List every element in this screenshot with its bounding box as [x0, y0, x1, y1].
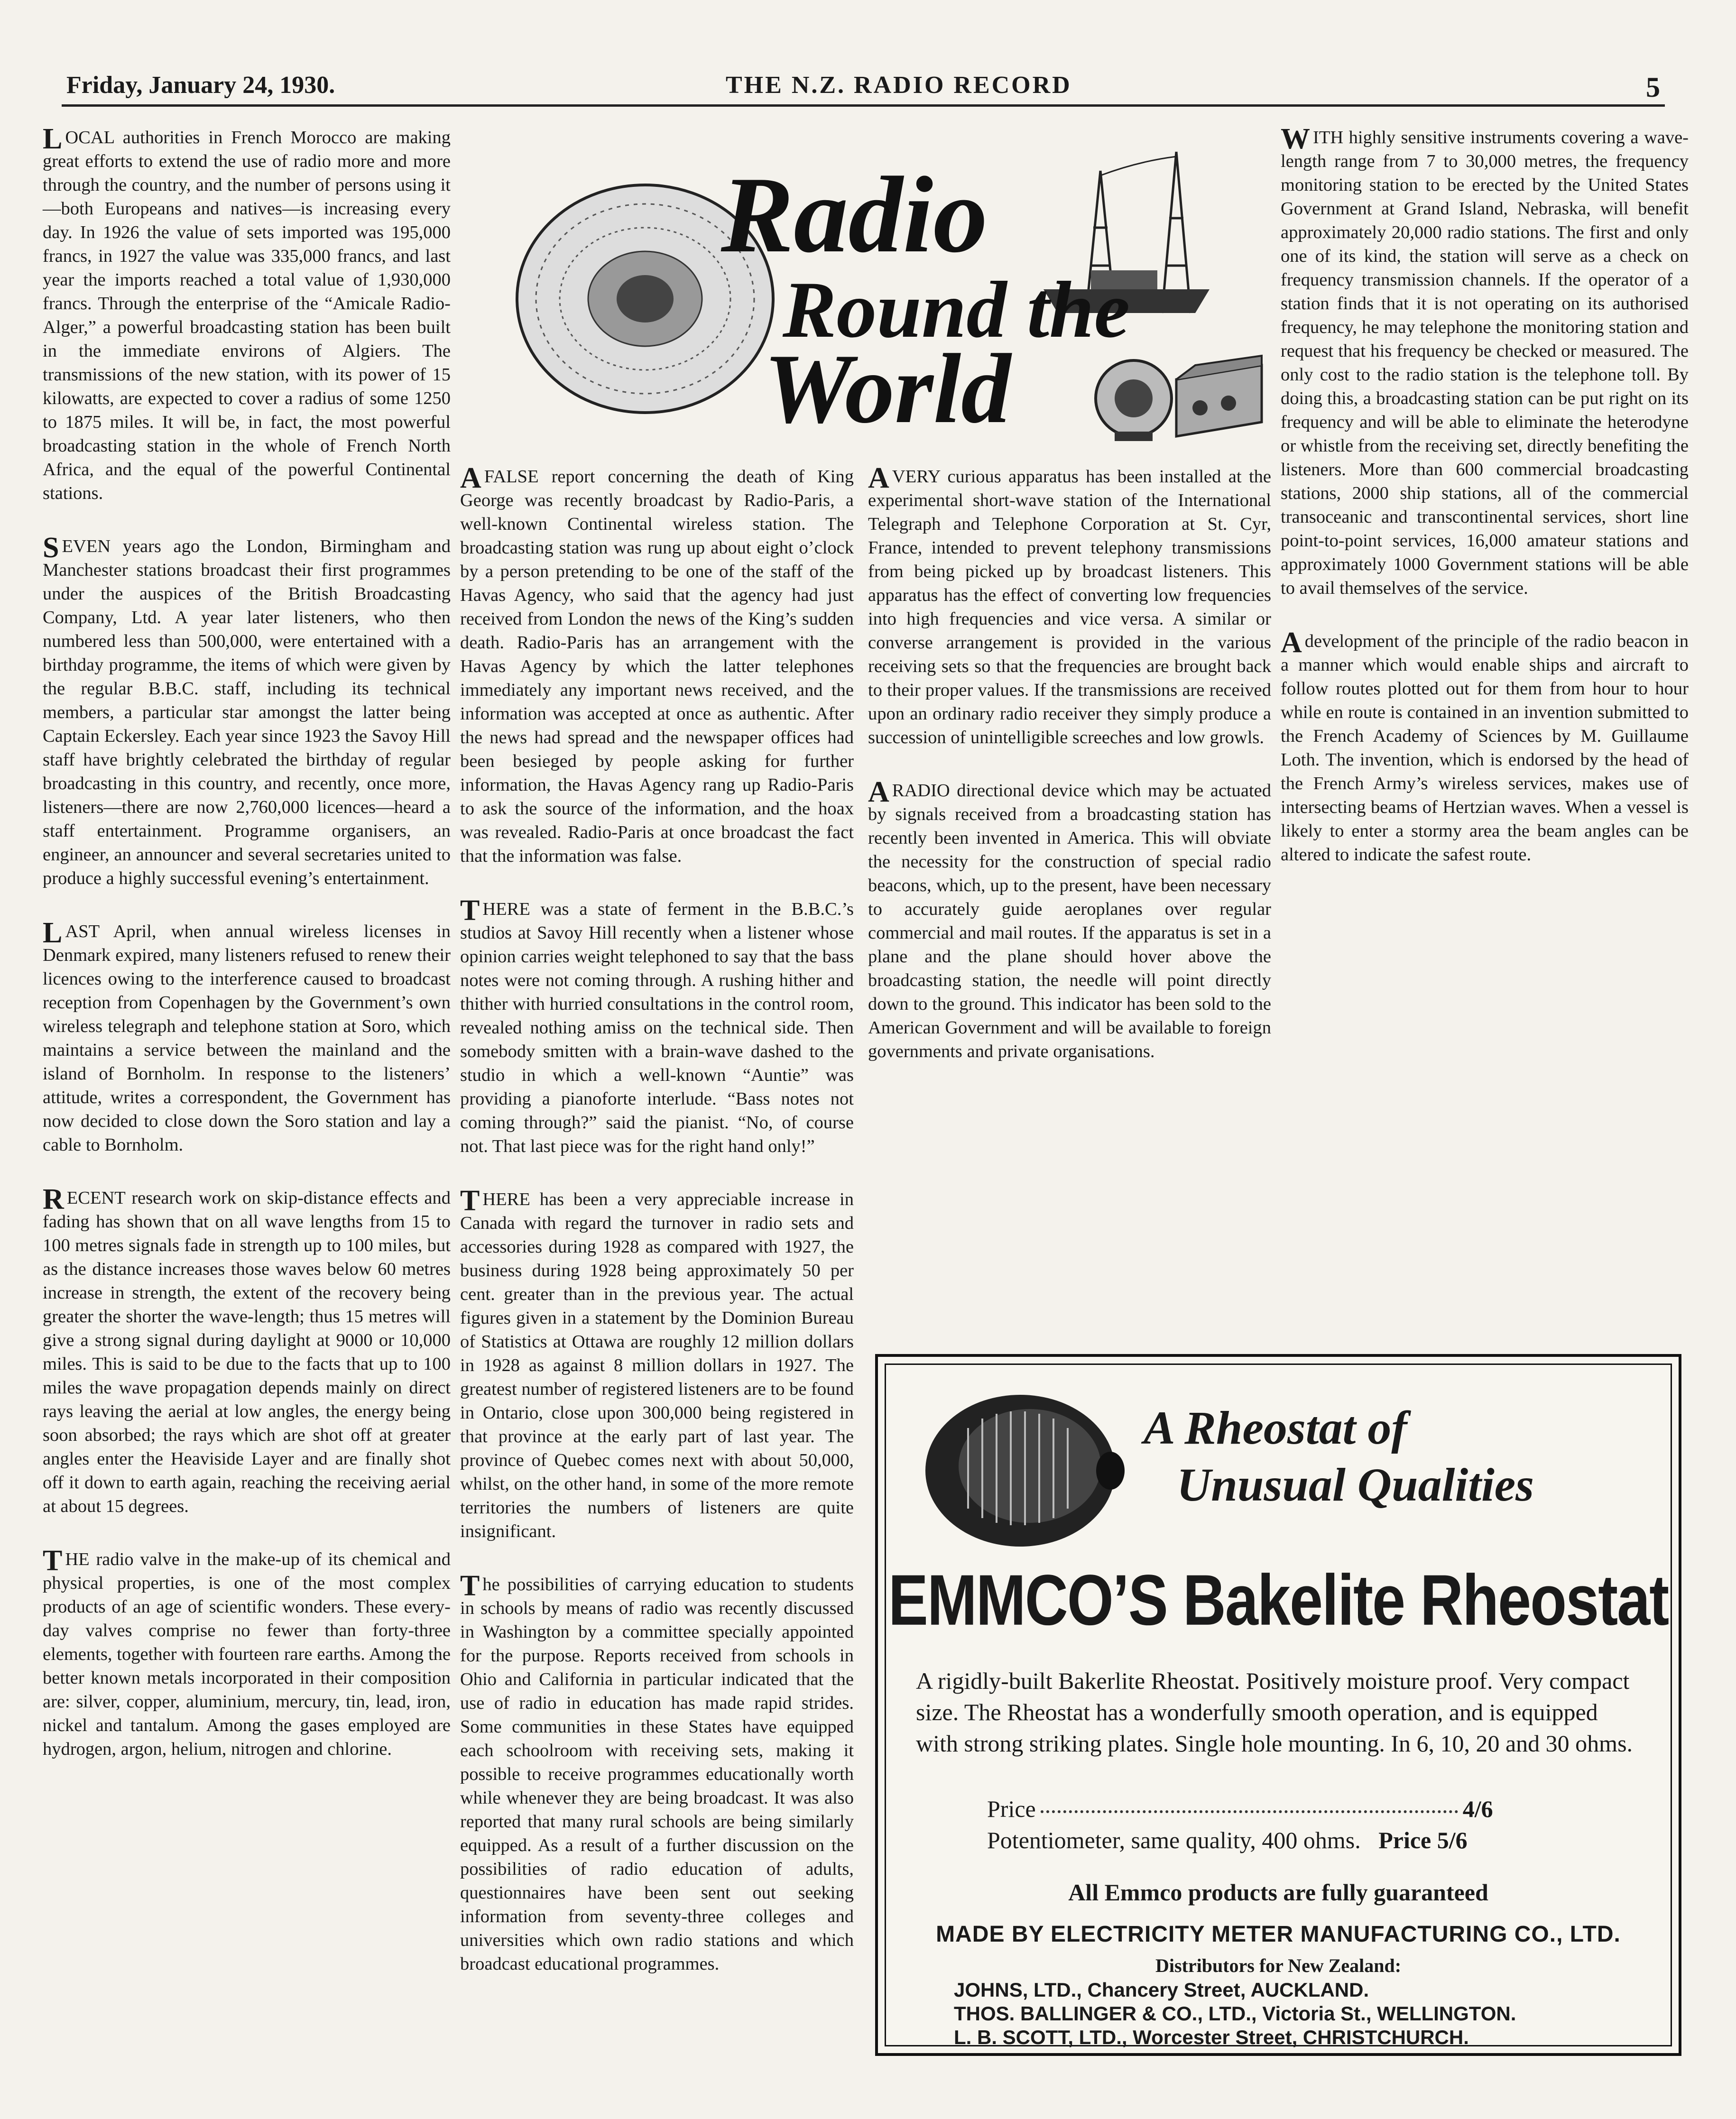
- dropcap: W: [1281, 123, 1310, 155]
- ad-manufacturer: MADE BY ELECTRICITY METER MANUFACTURING CO., LTD.: [936, 1922, 1621, 1947]
- ad-tagline-line-2: Unusual Qualities: [1177, 1458, 1534, 1511]
- article-text: OCAL authorities in French Morocco are making great efforts to extend the use of radio more and more through the country, and the number of persons using it—both Europeans and natives—is increasing every day. In 1926 the value of sets imported was 195,000 francs, in 1927 the value was 335,000 francs, and last year the imports reached a total value of 1,930,000 francs. Through the enterprise of the “Amicale Radio-Alger,” a powerful broadcasting station has been built in the immediate environs of Algiers. The transmissions of the new station, with its power of 15 kilowatts, are expected to cover a radius of some 1250 to 1875 miles. It will be, in fact, the most powerful broadcasting station in the whole of French North Africa, and the equal of the powerful Continental stations.: [43, 128, 451, 503]
- price-leader-dots: [1041, 1810, 1458, 1813]
- ad-distributors-title: Distributors for New Zealand:: [1155, 1955, 1402, 1976]
- dropcap: T: [460, 894, 480, 927]
- dropcap: T: [460, 1185, 480, 1217]
- dropcap: A: [868, 462, 889, 494]
- article-denmark: [43, 917, 451, 1157]
- article-canada: [460, 1185, 854, 1543]
- page-header: [62, 66, 1665, 107]
- ad-tagline-line-1: A Rheostat of: [1144, 1401, 1407, 1454]
- issue-date: Friday, January 24, 1930.: [66, 72, 335, 99]
- article-morocco: [43, 123, 451, 505]
- potentiometer-price: Price 5/6: [1378, 1827, 1468, 1853]
- article-text: VERY curious apparatus has been installed at the experimental short-wave station of the International Telegraph and Telephone Corporation at St. Cyr, France, intended to prevent telephony transmissions from being picked up by broadcast listeners. This apparatus has the effect of converting low frequencies into high frequencies and vice versa. A similar or converse arrangement is provided in the various receiving sets so that the frequencies are brought back to their proper values. If the transmissions are received upon an ordinary radio receiver they simply produce a succession of unintelligible screeches and low growls.: [868, 467, 1271, 747]
- article-text: ECENT research work on skip-distance effects and fading has shown that on all wave lengths from 15 to 100 metres signals fade in strength up to 100 miles, but as the distance increases those waves below 60 metres increase in strength, the extent of the recovery being greater the shorter the wave-length; thus 15 metres will give a strong signal during daylight at 9000 or 10,000 miles. This is said to be due to the facts that up to 100 miles the wave propagation depends mainly on direct rays leaving the aerial at low angles, the energy being soon absorbed; the rays which are shot off at greater angles enter the Heaviside Layer and are finally shot off it down to earth again, reaching the receiving aerial at about 15 degrees.: [43, 1188, 451, 1516]
- article-savoy-hill: [43, 534, 451, 890]
- emmco-advertisement: [875, 1354, 1681, 2056]
- article-text: RADIO directional device which may be actuated by signals received from a broadcasting station has recently been invented in America. This will obviate the necessity for the construction of special radio beacons, which, up to the present, have been necessary to accurately guide aeroplanes over regular commercial and mail routes. If the apparatus is set in a plane and the plane should hover above the broadcasting station, the needle will point directly down to the ground. This indicator has been sold to the American Government and will be available to foreign governments and private organisations.: [868, 781, 1271, 1061]
- ad-price-block: [987, 1793, 1556, 1856]
- article-false-report: [460, 462, 854, 868]
- potentiometer-line: [987, 1824, 1556, 1856]
- article-st-cyr: [868, 462, 1271, 749]
- column-1: [43, 123, 451, 1790]
- article-text: EVEN years ago the London, Birmingham and Manchester stations broadcast their first programmes under the auspices of the British Broadcasting Company, Ltd. A year later listeners, who then numbered less than 500,000, were entertained with a birthday programme, the items of which were given by the regular B.B.C. staff, including its technical members, a particular star amongst the latter being Captain Eckersley. Each year since 1923 the Savoy Hill staff have brightly celebrated the birthday of regular broadcasting in this country, and recently, once more, listeners—there are now 2,760,000 licences—heard a staff entertainment. Programme organisers, an engineer, an announcer and several secretaries united to produce a highly successful evening’s entertainment.: [43, 536, 451, 888]
- loudspeaker-icon: [1096, 360, 1172, 441]
- masthead-line-1: Radio: [721, 154, 988, 275]
- ad-guarantee: All Emmco products are fully guaranteed: [1068, 1879, 1488, 1906]
- article-education: [460, 1570, 854, 1976]
- distributor-auckland: JOHNS, LTD., Chancery Street, AUCKLAND.: [954, 1979, 1369, 2001]
- column-3: [868, 462, 1271, 1093]
- article-nebraska: [1281, 123, 1689, 600]
- ad-description: A rigidly-built Bakerlite Rheostat. Positively moisture proof. Very compact size. The Rheostat has a wonderfully smooth operation, and is equipped with strong striking plates. Single hole mounting. In 6, 10, 20 and 30 ohms.: [916, 1668, 1633, 1757]
- masthead-line-3: World: [764, 334, 1011, 444]
- distributor-wellington: THOS. BALLINGER & CO., LTD., Victoria St., WELLINGTON.: [954, 2002, 1516, 2025]
- article-skip-distance: [43, 1183, 451, 1518]
- price-line: [987, 1793, 1556, 1824]
- article-valve: [43, 1545, 451, 1761]
- masthead-line-2: Round the: [783, 265, 1130, 354]
- dropcap: T: [43, 1545, 63, 1577]
- potentiometer-text: Potentiometer, same quality, 400 ohms.: [987, 1827, 1361, 1853]
- dropcap: A: [460, 462, 481, 494]
- price-value: 4/6: [1462, 1796, 1493, 1822]
- ad-product-name: EMMCO’S Bakelite Rheostat: [888, 1559, 1669, 1640]
- article-directional-device: [868, 776, 1271, 1063]
- article-text: ITH highly sensitive instruments covering a wave-length range from 7 to 30,000 metres, the frequency monitoring station to be erected by the United States Government at Grand Island, Nebraska, will benefit approximately 20,000 radio stations. The first and only one of its kind, the station will serve as a check on frequency transmission channels. If the operator of a station finds that it is not operating on its authorised frequency, he may telephone the monitoring station and request that his frequency be checked or measured. The only cost to the radio station is the telephone toll. By doing this, a broadcasting station can be put right on its frequency and will be able to eliminate the heterodyne or whistle from the receiving set, directly benefiting the listeners. More than 600 commercial broadcasting stations, 2000 ship stations, all of the commercial transoceanic and transcontinental services, short line point-to-point services, 16,000 amateur stations and approximately 1000 Government stations will be able to avail themselves of the service.: [1281, 128, 1689, 598]
- dropcap: L: [43, 123, 63, 155]
- dropcap: A: [868, 776, 889, 808]
- column-2: [460, 462, 854, 2005]
- ad-distributors: [954, 1978, 1516, 2049]
- publication-title: THE N.Z. RADIO RECORD: [726, 72, 1072, 99]
- radio-set-icon: [1176, 356, 1262, 436]
- article-text: HE radio valve in the make-up of its chemical and physical properties, is one of the most complex products of an age of scientific wonders. These every-day valves comprise no fewer than forty-three elements, together with fourteen rare earths. Among the better known metals incorporated in their composition are: silver, copper, aluminium, mercury, tin, lead, iron, nickel and tantalum. Among the gases employed are hydrogen, argon, helium, nitrogen and chlorine.: [43, 1549, 451, 1759]
- article-auntie: [460, 894, 854, 1158]
- page-number: 5: [1646, 72, 1660, 103]
- dropcap: T: [460, 1570, 480, 1602]
- article-text: development of the principle of the radio beacon in a manner which would enable ships and aircraft to follow routes plotted out for them from hour to hour while en route is contained in an invention submitted to the French Academy of Sciences by M. Guillaume Loth. The invention, which is endorsed by the head of the French Army’s wireless services, makes use of intersecting beams of Hertzian waves. When a vessel is likely to enter a stormy area the beam angles can be altered to indicate the safest route.: [1281, 631, 1689, 865]
- column-4: [1281, 123, 1689, 896]
- dropcap: L: [43, 917, 63, 949]
- dropcap: S: [43, 532, 59, 564]
- article-text: FALSE report concerning the death of King George was recently broadcast by Radio-Paris, a well-known Continental wireless station. The broadcasting station was rung up about eight o’clock by a person pretending to be one of the staff of the Havas Agency, who said that the agency had just received from London the news of the King’s sudden death. Radio-Paris has an arrangement with the Havas Agency by which the latter telephones immediately any important news received, and the information was accepted at once as authentic. After the news had spread and the newspaper offices had been besieged by people asking for further information, the Havas Agency rang up Radio-Paris to ask the source of the information, and the hoax was revealed. Radio-Paris at once broadcast the fact that the information was false.: [460, 467, 854, 866]
- radio-round-the-world-illustration: [498, 142, 1266, 446]
- rheostat-icon: [911, 1385, 1129, 1556]
- distributor-christchurch: L. B. SCOTT, LTD., Worcester Street, CHRISTCHURCH.: [954, 2026, 1469, 2048]
- ad-tagline: [1144, 1400, 1534, 1513]
- article-text: he possibilities of carrying education to students in schools by means of radio was recently discussed in Washington by a committee specially appointed for the purpose. Reports received from schools in Ohio and California in particular indicated that the use of radio in education has made rapid strides. Some communities in these States have equipped each schoolroom with receiving sets, making it possible to receive programmes educationally worth while whenever they are being broadcast. It was also reported that many rural schools are being similarly equipped. As a result of a further discussion on the possibilities of radio education of adults, questionnaires have been sent out seeking information from seventy-three colleges and universities which own radio stations and which broadcast educational programmes.: [460, 1575, 854, 1974]
- article-radio-beacon: [1281, 626, 1689, 866]
- dropcap: R: [43, 1183, 64, 1216]
- article-text: HERE was a state of ferment in the B.B.C.’s studios at Savoy Hill recently when a listener whose opinion carries weight telephoned to say that the bass notes were not coming through. A rushing hither and thither with hurried consultations in the control room, revealed nothing amiss on the technical side. Then somebody smitten with a brain-wave dashed to the studio in which a well-known “Auntie” was providing a pianoforte interlude. “Bass notes not coming through?” said the pianist. “No, of course not. That last piece was for the right hand only!”: [460, 899, 854, 1156]
- section-masthead: [498, 142, 1266, 446]
- article-text: AST April, when annual wireless licenses in Denmark expired, many listeners refused to renew their licences owing to the interference caused to broadcast reception from Copenhagen by the Government’s own wireless telegraph and telephone station at Soro, which maintains a service between the mainland and the island of Bornholm. In response to the listeners’ attitude, writes a correspondent, the Government has now decided to close down the Soro station and lay a cable to Bornholm.: [43, 921, 451, 1155]
- article-text: HERE has been a very appreciable increase in Canada with regard the turnover in radio sets and accessories during 1928 as compared with 1927, the business during 1928 being approximately 50 per cent. greater than in the previous year. The actual figures given in a statement by the Dominion Bureau of Statistics at Ottawa are roughly 12 million dollars in 1928 as against 8 million dollars in 1927. The greatest number of registered listeners are to be found in Ontario, close upon 300,000 being registered in that province at the early part of last year. The province of Quebec comes next with about 50,000, whilst, on the other hand, in some of the more remote territories the numbers of listeners are quite insignificant.: [460, 1189, 854, 1541]
- dropcap: A: [1281, 626, 1302, 659]
- price-label: Price: [987, 1796, 1036, 1822]
